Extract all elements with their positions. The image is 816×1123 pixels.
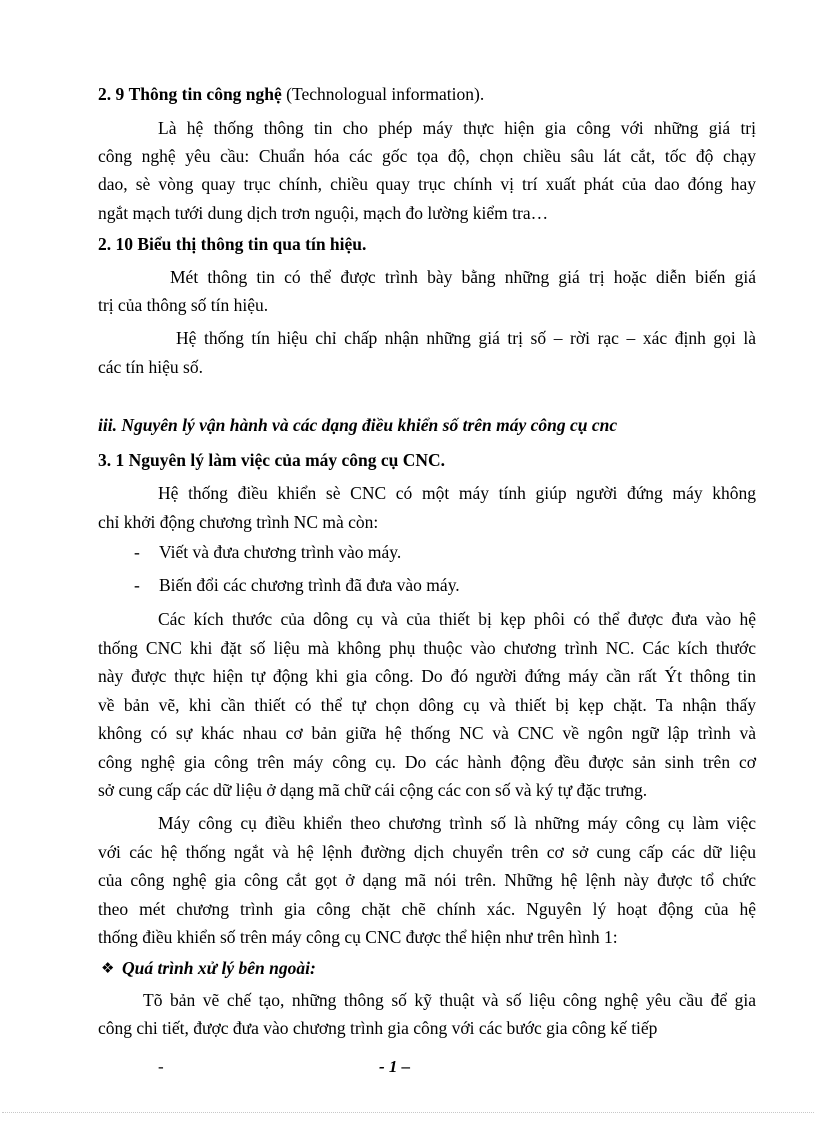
paragraph-line: công chi tiết, được đưa vào chương trình gia công với các bước gia công kế tiếp	[98, 1018, 658, 1038]
bullet-item: Viết và đưa chương trình vào máy.	[159, 542, 402, 562]
section-3-1-heading: 3. 1 Nguyên lý làm việc của máy công cụ CNC.	[98, 450, 446, 470]
paragraph-line: thống CNC khi đặt số liệu mà không phụ thuộc vào chương trình NC. Các kích thước	[98, 638, 756, 658]
footer-left-dash: -	[158, 1057, 164, 1076]
paragraph-line: không có sự khác nhau cơ bản giữa hệ thống NC và CNC về ngôn ngữ lập trình và	[98, 723, 756, 743]
paragraph-line: Hệ thống điều khiển sè CNC có một máy tính giúp người đứng máy không	[158, 483, 756, 503]
paragraph-line: Là hệ thống thông tin cho phép máy thực hiện gia công với những giá trị	[158, 118, 756, 138]
bullet-item: Biến đổi các chương trình đã đưa vào máy.	[159, 575, 460, 595]
paragraph-line: các tín hiệu số.	[98, 357, 203, 377]
paragraph-line: của công nghệ gia công cắt gọt ở dạng mã nói trên. Những hệ lệnh này được tổ chức	[98, 870, 756, 890]
section-2-9-number: 2. 9	[98, 84, 125, 104]
paragraph-line: sở cung cấp các dữ liệu ở dạng mã chữ cái cộng các con số và ký tự đặc trưng.	[98, 780, 648, 800]
paragraph-line: theo mét chương trình gia công chặt chẽ chính xác. Nguyên lý hoạt động của hệ	[98, 899, 756, 919]
paragraph-line: trị của thông số tín hiệu.	[98, 295, 269, 315]
paragraph-line: công nghệ gia công trên máy công cụ. Do các hành động đều được sản sinh trên cơ	[98, 752, 756, 772]
paragraph-line: Máy công cụ điều khiển theo chương trình số là những máy công cụ làm việc	[158, 813, 756, 833]
paragraph-line: với các hệ thống ngắt và hệ lệnh đường dịch chuyển trên cơ sở cung cấp các dữ liệu	[98, 842, 756, 862]
section-2-9-title: Thông tin công nghệ	[128, 84, 282, 104]
paragraph-line: Các kích thước của dông cụ và của thiết bị kẹp phôi có thể được đưa vào hệ	[158, 609, 756, 629]
paragraph-line: dao, sè vòng quay trục chính, chiều quay trục chính vị trí xuất phát của dao đóng hay	[98, 174, 756, 194]
page-bottom-divider	[2, 1112, 814, 1113]
section-2-9-heading	[98, 83, 484, 105]
section-2-9-subtitle: (Technologual information).	[286, 84, 485, 104]
bullet-marker: -	[134, 575, 140, 595]
diamond-bullet-icon: ❖	[101, 959, 115, 977]
paragraph-line: Hệ thống tín hiệu chỉ chấp nhận những giá trị số – rời rạc – xác định gọi là	[176, 328, 756, 348]
paragraph-line: về bản vẽ, khi cần thiết có thể tự chọn dông cụ và thiết bị kẹp chặt. Ta nhận thấy	[98, 695, 756, 715]
external-processing-heading: Quá trình xử lý bên ngoài:	[122, 958, 316, 978]
paragraph-line: Tõ bản vẽ chế tạo, những thông số kỹ thuật và số liệu công nghệ yêu cầu để gia	[143, 990, 756, 1010]
chapter-iii-heading: iii. Nguyên lý vận hành và các dạng điều khiển số trên máy công cụ cnc	[98, 415, 618, 435]
bullet-marker: -	[134, 542, 140, 562]
section-2-10-heading: 2. 10 Biểu thị thông tin qua tín hiệu.	[98, 234, 367, 254]
paragraph-line: thống điều khiển số trên máy công cụ CNC được thể hiện như trên hình 1:	[98, 927, 618, 947]
paragraph-line: chỉ khởi động chương trình NC mà còn:	[98, 512, 379, 532]
paragraph-line: công nghệ yêu cầu: Chuẩn hóa các gốc tọa độ, chọn chiều sâu lát cắt, tốc độ chạy	[98, 146, 756, 166]
paragraph-line: này được thực hiện tự động khi gia công. Do đó người đứng máy cần rất Ýt thông tin	[98, 666, 756, 686]
paragraph-line: ngắt mạch tưới dung dịch trơn nguội, mạch đo lường kiểm tra…	[98, 203, 549, 223]
page-number: - 1 –	[379, 1057, 411, 1076]
paragraph-line: Mét thông tin có thể được trình bày bằng những giá trị hoặc diễn biến giá	[170, 267, 756, 287]
